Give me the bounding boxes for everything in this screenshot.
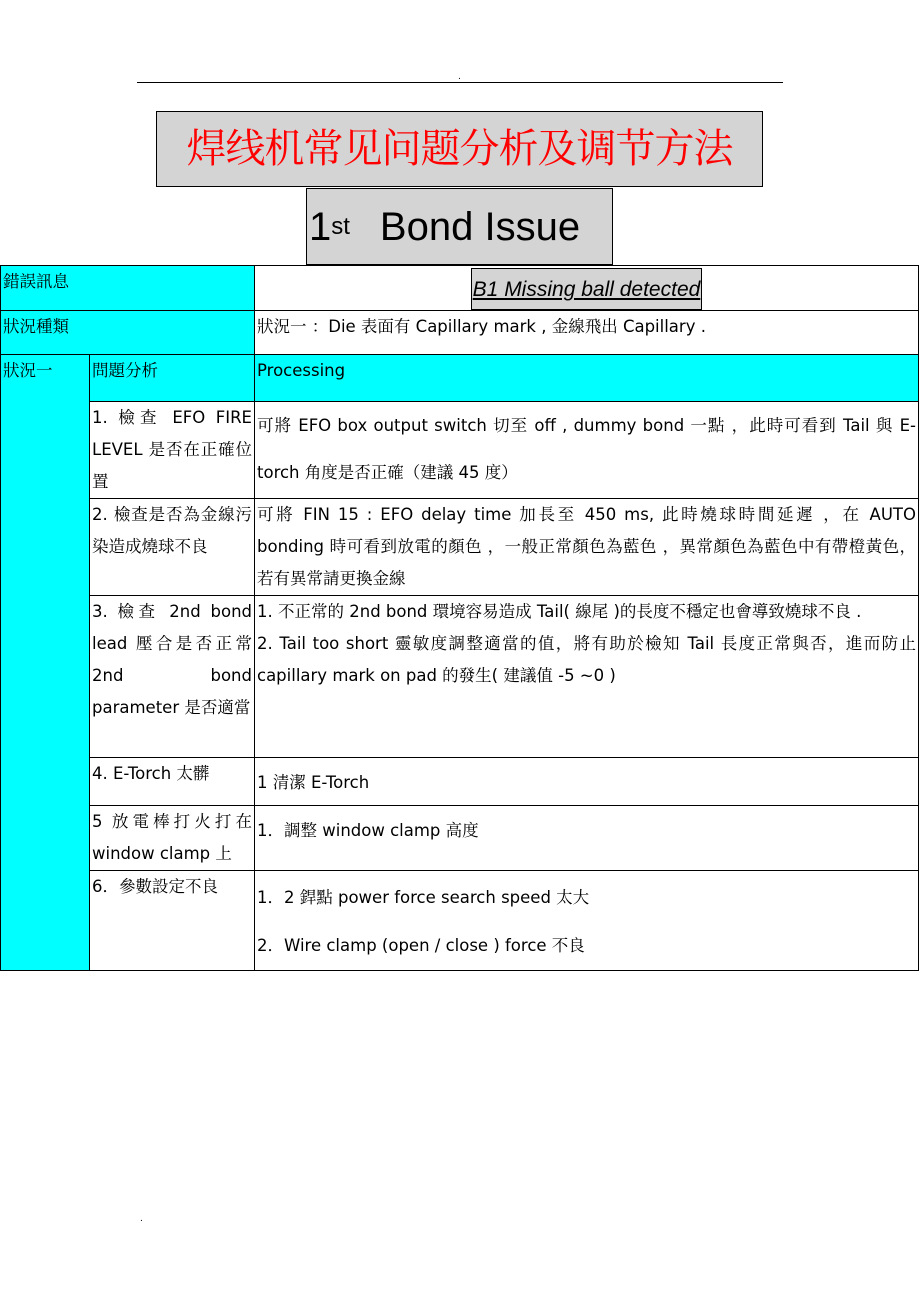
processing-header: Processing (255, 355, 919, 402)
situation-type-row (1, 311, 919, 355)
header-dot: . (458, 72, 461, 82)
situation-type-value: 狀況一 ：Die 表面有 Capillary mark , 金線飛出 Capillary . (255, 311, 919, 355)
table-row (1, 596, 919, 758)
table-row (1, 806, 919, 871)
section-title (306, 188, 613, 265)
analysis-cell: 3. 檢查 2nd bond lead 壓合是否正常 2nd bond parameter 是否適當 (90, 596, 255, 758)
footer-dot: . (140, 1214, 143, 1224)
header-rule (137, 82, 783, 83)
processing-line: 1．2 銲點 power force search speed 太大 (257, 888, 590, 907)
error-message-value: B1 Missing ball detected (471, 268, 703, 310)
processing-line: 2. Tail too short 靈敏度調整適當的值，將有助於檢知 Tail 長度正常與否，進而防止 capillary mark on pad 的發生( 建議值 -5 ~0 ) (257, 634, 916, 685)
error-message-row (1, 266, 919, 311)
analysis-cell: 5 放電棒打火打在 window clamp 上 (90, 806, 255, 871)
analysis-header: 問題分析 (90, 355, 255, 402)
column-header-row (1, 355, 919, 402)
processing-cell: 可將 EFO box output switch 切至 off , dummy bond 一點 ，此時可看到 Tail 與 E-torch 角度是否正確（建議 45 度） (255, 402, 919, 499)
processing-line: 2．Wire clamp (open / close ) force 不良 (257, 936, 585, 955)
document-title: 焊线机常见问题分析及调节方法 (156, 111, 763, 187)
processing-cell: 可將 FIN 15 : EFO delay time 加長至 450 ms, 此時燒球時間延遲 ，在 AUTO bonding 時可看到放電的顏色 ，一般正常顏色為藍色 ，異常顏色為藍色中有帶橙黃色，若有異常請更換金線 (255, 499, 919, 596)
analysis-cell: 6．參數設定不良 (90, 871, 255, 971)
situation-type-label: 狀況種類 (1, 311, 255, 355)
processing-cell: 1 清潔 E-Torch (255, 758, 919, 806)
section-title-ordinal: st (331, 213, 350, 240)
table-row (1, 758, 919, 806)
processing-cell (255, 871, 919, 971)
error-message-label: 錯誤訊息 (1, 266, 255, 311)
situation-one-label: 狀況一 (1, 355, 90, 971)
processing-line: 1. 不正常的 2nd bond 環境容易造成 Tail( 線尾 )的長度不穩定也會導致燒球不良 . (257, 602, 862, 621)
table-row (1, 499, 919, 596)
analysis-cell: 4. E-Torch 太髒 (90, 758, 255, 806)
analysis-cell: 1. 檢查 EFO FIRE LEVEL 是否在正確位置 (90, 402, 255, 499)
section-title-number: 1 (309, 205, 332, 249)
section-title-text: Bond Issue (379, 205, 581, 249)
table-row (1, 871, 919, 971)
error-message-cell (255, 266, 919, 311)
issue-table (0, 265, 919, 971)
table-row (1, 402, 919, 499)
analysis-cell: 2. 檢查是否為金線污染造成燒球不良 (90, 499, 255, 596)
processing-cell (255, 596, 919, 758)
processing-cell: 1．調整 window clamp 高度 (255, 806, 919, 871)
